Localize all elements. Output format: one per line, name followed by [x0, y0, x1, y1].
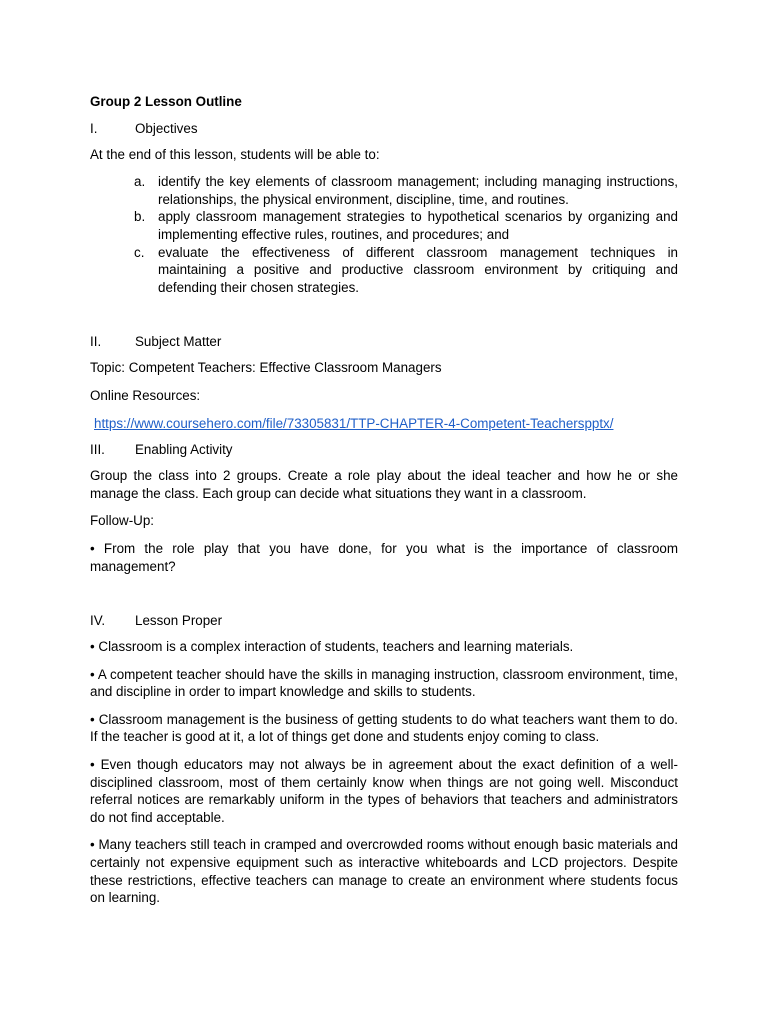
- activity-text: Group the class into 2 groups. Create a role play about the ideal teacher and how he or she manage the class. Each group can decide what situations they want in a classroom.: [90, 468, 678, 501]
- spacer: [90, 296, 678, 324]
- section-title: Lesson Proper: [135, 613, 223, 629]
- spacer: [90, 585, 678, 613]
- list-marker: a.: [134, 174, 146, 190]
- document-title: Group 2 Lesson Outline: [90, 94, 242, 109]
- list-item-text: evaluate the effectiveness of different classroom management techniques in maintaining a positive and productive classroom environment by critiquing and defending their chosen strategies.: [158, 244, 678, 295]
- followup-text: • From the role play that you have done, for you what is the importance of classroom management?: [90, 540, 678, 574]
- objectives-intro: At the end of this lesson, students will be able to:: [90, 146, 380, 162]
- lesson-bullet: • A competent teacher should have the skills in managing instruction, classroom environment, time, and discipline in order to impart knowledge and skills to students.: [90, 666, 678, 700]
- list-marker: b.: [134, 209, 146, 225]
- lesson-bullet: • Classroom is a complex interaction of students, teachers and learning materials.: [90, 639, 574, 655]
- resources-label: Online Resources:: [90, 387, 201, 403]
- list-item: [134, 208, 678, 243]
- lesson-bullet: • Classroom management is the business of getting students to do what teachers want them to do. If the teacher is good at it, a lot of things get done and students enjoy coming to class.: [90, 711, 678, 745]
- resource-link-line: [90, 415, 678, 433]
- section-number: III.: [90, 442, 105, 458]
- lesson-bullet: • Many teachers still teach in cramped and overcrowded rooms without enough basic materials and certainly not expensive equipment such as interactive whiteboards and LCD projectors. Despite these restrictions, effective teachers can manage to create an environment where students focus on learning.: [90, 837, 678, 906]
- objectives-list: [134, 173, 678, 296]
- section-number: I.: [90, 120, 98, 136]
- section-heading-objectives: [90, 121, 678, 136]
- list-item: [134, 173, 678, 208]
- list-marker: c.: [134, 244, 145, 260]
- topic-text: Topic: Competent Teachers: Effective Classroom Managers: [90, 360, 442, 376]
- list-item-text: identify the key elements of classroom management; including managing instructions, relationships, the physical environment, discipline, time, and routines.: [158, 174, 678, 207]
- followup-label: Follow-Up:: [90, 513, 154, 529]
- list-item: [134, 244, 678, 297]
- resource-link[interactable]: https://www.coursehero.com/file/73305831/TTP-CHAPTER-4-Competent-Teacherspptx/: [94, 415, 614, 431]
- section-title: Enabling Activity: [135, 442, 233, 458]
- section-heading-lesson-proper: [90, 613, 678, 628]
- section-heading-subject-matter: [90, 334, 678, 349]
- list-item-text: apply classroom management strategies to hypothetical scenarios by organizing and implementing effective rules, routines, and procedures; and: [158, 209, 678, 242]
- section-title: Subject Matter: [135, 334, 222, 350]
- section-number: IV.: [90, 613, 106, 629]
- section-title: Objectives: [135, 120, 198, 136]
- section-number: II.: [90, 334, 102, 350]
- section-heading-enabling-activity: [90, 442, 678, 457]
- lesson-bullet: • Even though educators may not always be in agreement about the exact definition of a well-disciplined classroom, most of them certainly know when things are not going well. Misconduct referral notices are remarkably uniform in the types of behaviors that teachers and administrators do not find acceptable.: [90, 757, 678, 825]
